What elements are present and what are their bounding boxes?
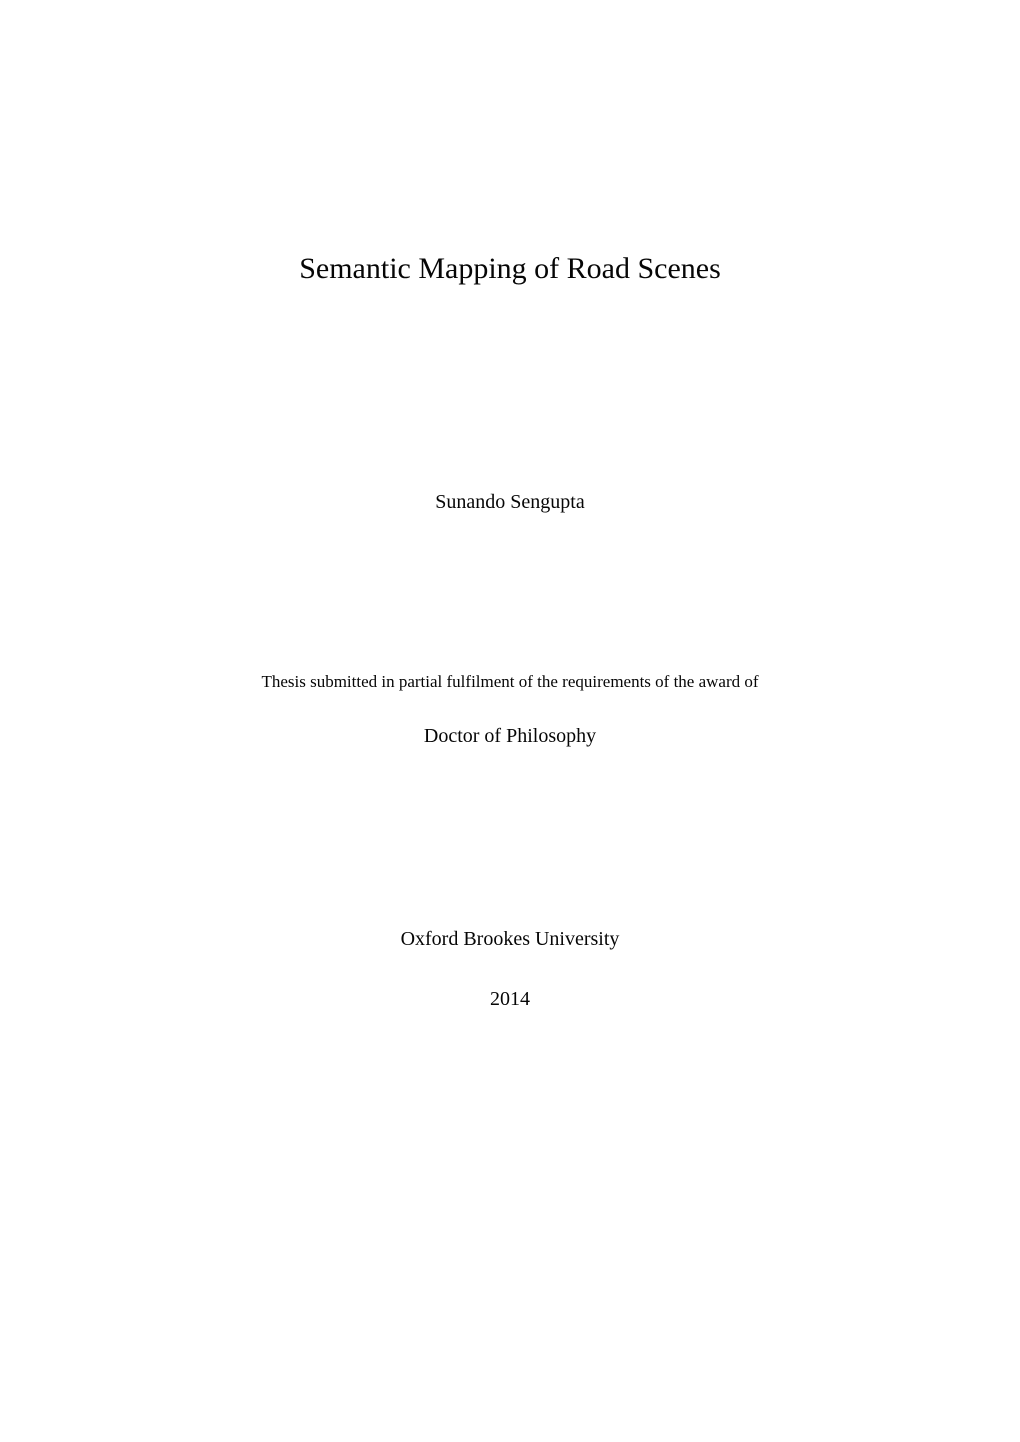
author-name: Sunando Sengupta [435,491,585,513]
publication-year: 2014 [490,988,530,1010]
submission-statement: Thesis submitted in partial fulfilment of the requirements of the award of [261,672,759,691]
institution-name: Oxford Brookes University [400,928,620,950]
thesis-title: Semantic Mapping of Road Scenes [299,252,721,285]
degree-name: Doctor of Philosophy [423,725,597,747]
